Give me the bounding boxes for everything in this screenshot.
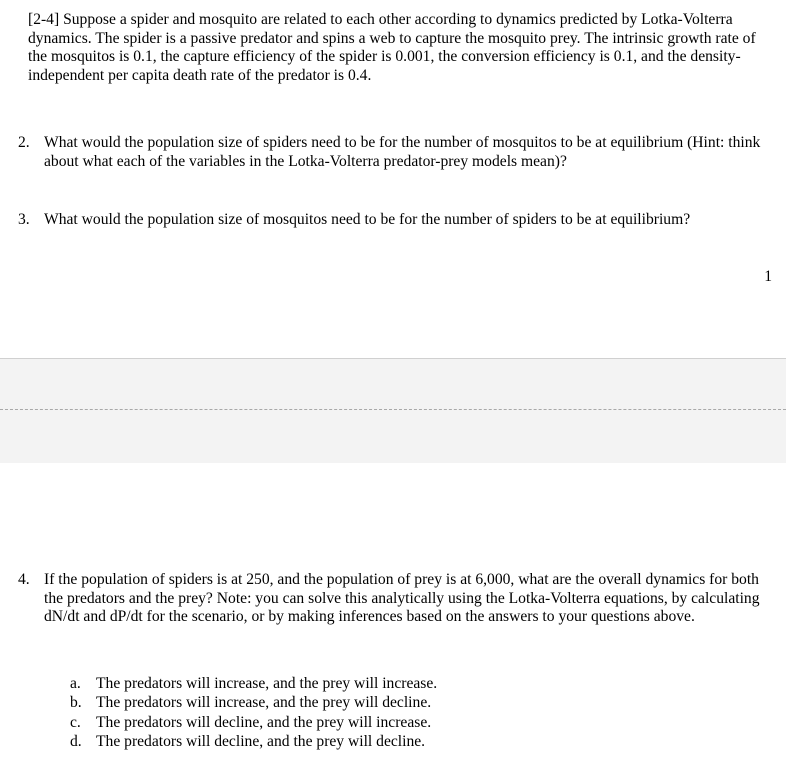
question-4 — [18, 571, 778, 627]
page-gap — [0, 358, 786, 464]
option-text: The predators will increase, and the prey will decline. — [96, 694, 432, 712]
question-3 — [18, 211, 778, 230]
answer-options — [70, 675, 750, 753]
option-text: The predators will increase, and the prey will increase. — [96, 675, 438, 692]
option-a — [70, 675, 750, 694]
intro-paragraph: [2-4] Suppose a spider and mosquito are related to each other according to dynamics predicted by Lotka-Volterra dynamics. The spider is a passive predator and spins a web to capture the mosquito prey. The intrinsic growth rate of the mosquitos is 0.1, the capture efficiency of the spider is 0.001, the conversion efficiency is 0.1, and the density-independent per capita death rate of the predator is 0.4. — [28, 11, 756, 84]
question-text: If the population of spiders is at 250, and the population of prey is at 6,000, what are the overall dynamics for both the predators and the prey? Note: you can solve this analytically using the Lotka-Volterra equations, by calculating dN/dt and dP/dt for the scenario, or by making inferences based on the answers to your questions above. — [44, 571, 760, 626]
option-letter: d. — [70, 733, 82, 751]
option-letter: c. — [70, 713, 81, 731]
option-d — [70, 733, 750, 752]
option-b — [70, 694, 750, 713]
question-number: 2. — [18, 134, 30, 151]
question-text: What would the population size of spiders need to be for the number of mosquitos to be at equilibrium (Hint: think about what each of the variables in the Lotka-Volterra predator-prey models mean)? — [44, 134, 761, 170]
option-c — [70, 714, 750, 733]
question-number: 4. — [18, 571, 30, 588]
option-letter: b. — [70, 694, 82, 712]
option-text: The predators will decline, and the prey will increase. — [96, 713, 432, 731]
page-1 — [0, 0, 786, 358]
option-text: The predators will decline, and the prey will decline. — [96, 733, 426, 751]
question-text: What would the population size of mosquitos need to be for the number of spiders to be at equilibrium? — [44, 211, 691, 228]
question-2 — [18, 134, 778, 171]
page-number: 1 — [764, 268, 772, 285]
option-letter: a. — [70, 675, 81, 692]
question-number: 3. — [18, 211, 30, 228]
page-break-line — [0, 409, 786, 410]
